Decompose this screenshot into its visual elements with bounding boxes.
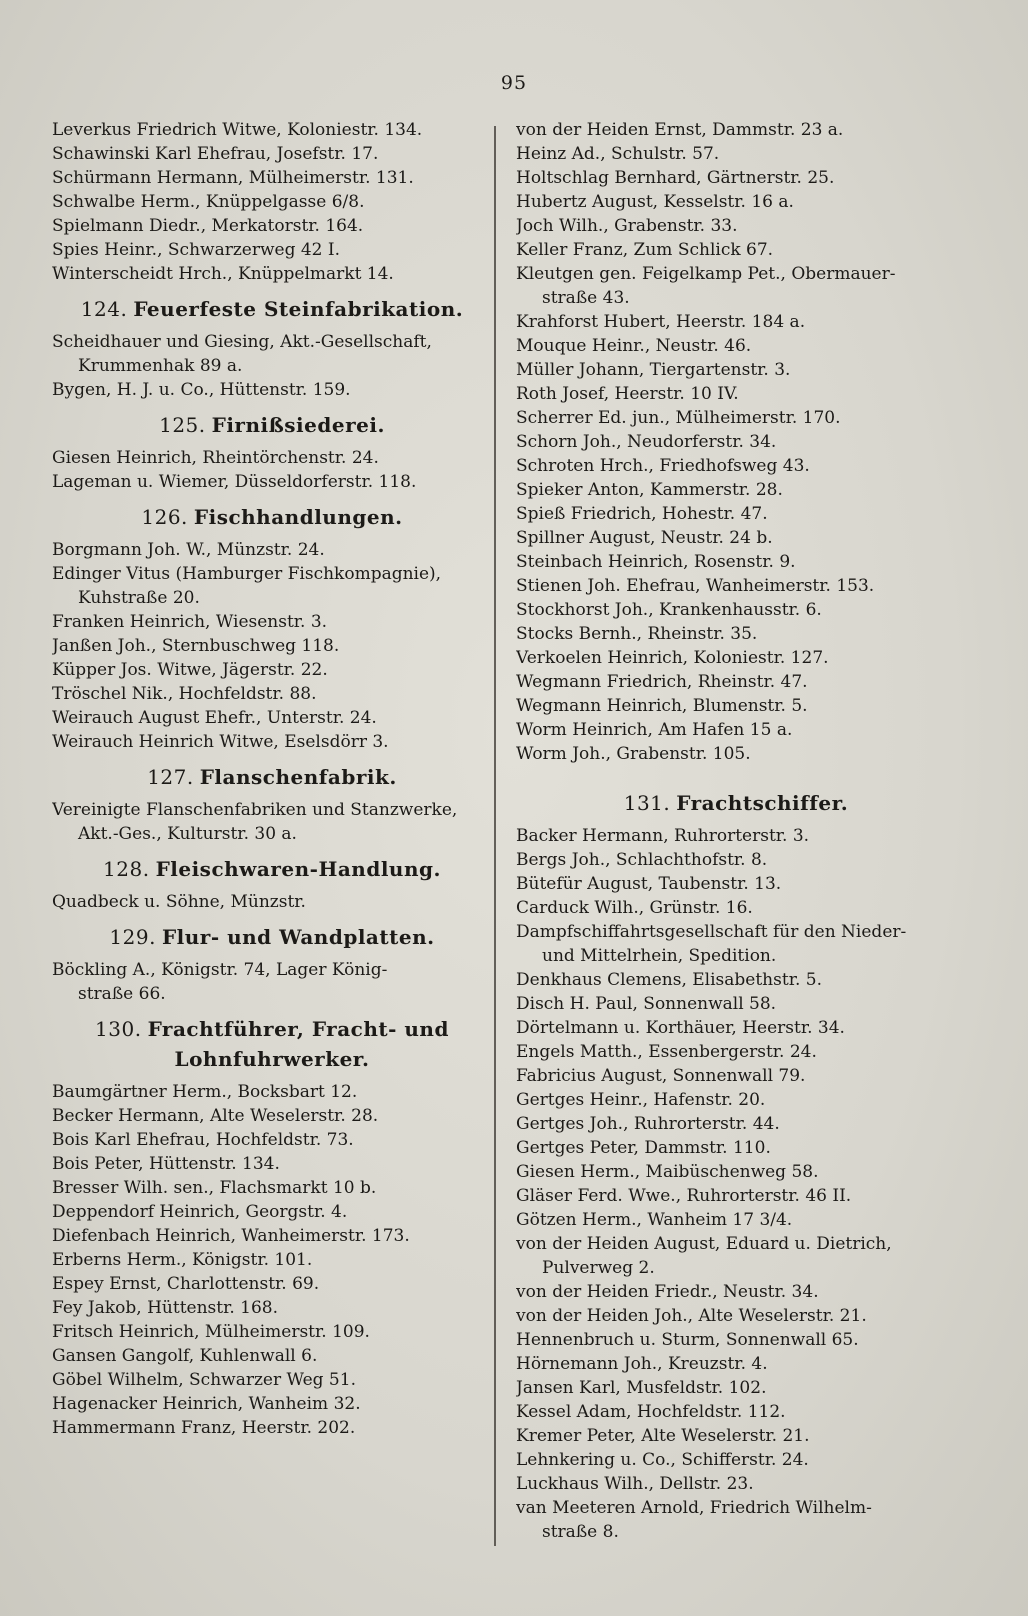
directory-entry: Hörnemann Joh., Kreuzstr. 4. xyxy=(516,1354,768,1374)
directory-entry: Keller Franz, Zum Schlick 67. xyxy=(516,240,774,260)
directory-entry: Heinz Ad., Schulstr. 57. xyxy=(516,144,720,164)
directory-entry: Luckhaus Wilh., Dellstr. 23. xyxy=(516,1474,754,1494)
directory-entry: Baumgärtner Herm., Bocksbart 12. xyxy=(52,1082,358,1102)
entry-continuation: und Mittelrhein, Spedition. xyxy=(542,946,777,966)
directory-entry: Dörtelmann u. Korthäuer, Heerstr. 34. xyxy=(516,1018,845,1038)
directory-entry: Kessel Adam, Hochfeldstr. 112. xyxy=(516,1402,786,1422)
page-number: 95 xyxy=(500,72,528,94)
directory-entry: Winterscheidt Hrch., Knüppelmarkt 14. xyxy=(52,264,394,284)
directory-entry: Bresser Wilh. sen., Flachsmarkt 10 b. xyxy=(52,1178,377,1198)
directory-entry: Scheidhauer und Giesing, Akt.-Gesellschaft, xyxy=(52,332,432,352)
directory-entry: Vereinigte Flanschenfabriken und Stanzwerke, xyxy=(52,800,458,820)
section-heading xyxy=(52,502,492,532)
section-heading xyxy=(52,922,492,952)
directory-entry: Erberns Herm., Königstr. 101. xyxy=(52,1250,313,1270)
directory-entry: Worm Heinrich, Am Hafen 15 a. xyxy=(516,720,793,740)
directory-entry: Gertges Heinr., Hafenstr. 20. xyxy=(516,1090,766,1110)
section-heading xyxy=(52,1014,492,1074)
entry-continuation: Pulverweg 2. xyxy=(542,1258,655,1278)
directory-entry: Bois Peter, Hüttenstr. 134. xyxy=(52,1154,280,1174)
directory-entry: Kremer Peter, Alte Weselerstr. 21. xyxy=(516,1426,810,1446)
directory-entry: Janßen Joh., Sternbuschweg 118. xyxy=(52,636,340,656)
directory-entry: Dampfschiffahrtsgesellschaft für den Nieder- xyxy=(516,922,907,942)
directory-entry: Diefenbach Heinrich, Wanheimerstr. 173. xyxy=(52,1226,410,1246)
section-title: Flanschenfabrik. xyxy=(199,765,397,789)
directory-entry: Deppendorf Heinrich, Georgstr. 4. xyxy=(52,1202,348,1222)
directory-entry: Fey Jakob, Hüttenstr. 168. xyxy=(52,1298,279,1318)
section-number: 128. xyxy=(103,857,150,881)
section-heading xyxy=(52,294,492,324)
directory-entry: Roth Josef, Heerstr. 10 IV. xyxy=(516,384,739,404)
directory-entry: Bygen, H. J. u. Co., Hüttenstr. 159. xyxy=(52,380,351,400)
directory-entry: Krahforst Hubert, Heerstr. 184 a. xyxy=(516,312,806,332)
directory-entry: Becker Hermann, Alte Weselerstr. 28. xyxy=(52,1106,379,1126)
directory-entry: Backer Hermann, Ruhrorterstr. 3. xyxy=(516,826,810,846)
directory-entry: Borgmann Joh. W., Münzstr. 24. xyxy=(52,540,325,560)
directory-entry: Steinbach Heinrich, Rosenstr. 9. xyxy=(516,552,796,572)
section-number: 130. xyxy=(95,1017,142,1041)
directory-entry: Bergs Joh., Schlachthofstr. 8. xyxy=(516,850,768,870)
directory-entry: von der Heiden Friedr., Neustr. 34. xyxy=(516,1282,819,1302)
section-number: 124. xyxy=(80,297,128,321)
directory-entry: Holtschlag Bernhard, Gärtnerstr. 25. xyxy=(516,168,835,188)
directory-entry: Stienen Joh. Ehefrau, Wanheimerstr. 153. xyxy=(516,576,875,596)
directory-entry: Fritsch Heinrich, Mülheimerstr. 109. xyxy=(52,1322,370,1342)
directory-entry: von der Heiden Joh., Alte Weselerstr. 21. xyxy=(516,1306,867,1326)
entry-continuation: straße 8. xyxy=(542,1522,619,1542)
section-title: Flur- und Wandplatten. xyxy=(161,925,435,949)
directory-entry: van Meeteren Arnold, Friedrich Wilhelm- xyxy=(516,1498,872,1518)
column-divider xyxy=(494,126,496,1546)
directory-entry: Fabricius August, Sonnenwall 79. xyxy=(516,1066,806,1086)
directory-entry: Gertges Peter, Dammstr. 110. xyxy=(516,1138,771,1158)
directory-entry: Quadbeck u. Söhne, Münzstr. xyxy=(52,892,306,912)
directory-entry: Gertges Joh., Ruhrorterstr. 44. xyxy=(516,1114,780,1134)
directory-entry: Bois Karl Ehefrau, Hochfeldstr. 73. xyxy=(52,1130,354,1150)
entry-continuation: Akt.-Ges., Kulturstr. 30 a. xyxy=(78,824,297,844)
directory-entry: Spieker Anton, Kammerstr. 28. xyxy=(516,480,783,500)
section-heading xyxy=(516,788,956,818)
entry-continuation: Krummenhak 89 a. xyxy=(78,356,243,376)
directory-entry: Franken Heinrich, Wiesenstr. 3. xyxy=(52,612,328,632)
section-title: Frachtschiffer. xyxy=(676,791,849,815)
section-heading xyxy=(52,762,492,792)
section-number: 125. xyxy=(159,413,206,437)
directory-entry: Verkoelen Heinrich, Koloniestr. 127. xyxy=(516,648,829,668)
section-heading xyxy=(52,854,492,884)
directory-entry: Edinger Vitus (Hamburger Fischkompagnie), xyxy=(52,564,442,584)
directory-entry: Weirauch Heinrich Witwe, Eselsdörr 3. xyxy=(52,732,389,752)
right-column xyxy=(516,118,956,1544)
directory-entry: Göbel Wilhelm, Schwarzer Weg 51. xyxy=(52,1370,356,1390)
directory-entry: Wegmann Friedrich, Rheinstr. 47. xyxy=(516,672,808,692)
directory-entry: Spieß Friedrich, Hohestr. 47. xyxy=(516,504,768,524)
directory-entry: von der Heiden August, Eduard u. Dietrich, xyxy=(516,1234,892,1254)
directory-entry: Spies Heinr., Schwarzerweg 42 I. xyxy=(52,240,341,260)
directory-entry: Mouque Heinr., Neustr. 46. xyxy=(516,336,752,356)
directory-entry: Stocks Bernh., Rheinstr. 35. xyxy=(516,624,758,644)
directory-entry: Lageman u. Wiemer, Düsseldorferstr. 118. xyxy=(52,472,417,492)
directory-entry: Wegmann Heinrich, Blumenstr. 5. xyxy=(516,696,808,716)
directory-entry: Hennenbruch u. Sturm, Sonnenwall 65. xyxy=(516,1330,859,1350)
directory-entry: Böckling A., Königstr. 74, Lager König- xyxy=(52,960,388,980)
section-title: Frachtführer, Fracht- und Lohnfuhrwerker. xyxy=(147,1017,449,1071)
directory-entry: Carduck Wilh., Grünstr. 16. xyxy=(516,898,753,918)
left-column xyxy=(52,118,492,1440)
directory-entry: Joch Wilh., Grabenstr. 33. xyxy=(516,216,738,236)
section-title: Feuerfeste Steinfabrikation. xyxy=(133,297,464,321)
directory-entry: Tröschel Nik., Hochfeldstr. 88. xyxy=(52,684,317,704)
directory-entry: Leverkus Friedrich Witwe, Koloniestr. 134. xyxy=(52,120,423,140)
directory-entry: Schwalbe Herm., Knüppelgasse 6/8. xyxy=(52,192,365,212)
section-title: Firnißsiederei. xyxy=(211,413,385,437)
section-number: 129. xyxy=(109,925,156,949)
directory-entry: Hammermann Franz, Heerstr. 202. xyxy=(52,1418,356,1438)
directory-entry: Giesen Herm., Maibüschenweg 58. xyxy=(516,1162,819,1182)
section-number: 127. xyxy=(147,765,194,789)
directory-entry: Schawinski Karl Ehefrau, Josefstr. 17. xyxy=(52,144,379,164)
directory-entry: Bütefür August, Taubenstr. 13. xyxy=(516,874,782,894)
directory-entry: Engels Matth., Essenbergerstr. 24. xyxy=(516,1042,817,1062)
entry-continuation: straße 43. xyxy=(542,288,630,308)
directory-entry: Hubertz August, Kesselstr. 16 a. xyxy=(516,192,794,212)
directory-entry: Giesen Heinrich, Rheintörchenstr. 24. xyxy=(52,448,379,468)
entry-continuation: Kuhstraße 20. xyxy=(78,588,200,608)
directory-entry: Hagenacker Heinrich, Wanheim 32. xyxy=(52,1394,361,1414)
directory-entry: Lehnkering u. Co., Schifferstr. 24. xyxy=(516,1450,809,1470)
directory-entry: Scherrer Ed. jun., Mülheimerstr. 170. xyxy=(516,408,841,428)
directory-entry: Espey Ernst, Charlottenstr. 69. xyxy=(52,1274,320,1294)
section-number: 131. xyxy=(623,791,671,815)
directory-entry: Müller Johann, Tiergartenstr. 3. xyxy=(516,360,791,380)
directory-entry: Schürmann Hermann, Mülheimerstr. 131. xyxy=(52,168,414,188)
directory-entry: Denkhaus Clemens, Elisabethstr. 5. xyxy=(516,970,822,990)
directory-entry: Schroten Hrch., Friedhofsweg 43. xyxy=(516,456,810,476)
directory-entry: Kleutgen gen. Feigelkamp Pet., Obermauer- xyxy=(516,264,896,284)
entry-continuation: straße 66. xyxy=(78,984,166,1004)
directory-entry: von der Heiden Ernst, Dammstr. 23 a. xyxy=(516,120,844,140)
directory-entry: Schorn Joh., Neudorferstr. 34. xyxy=(516,432,777,452)
directory-entry: Spillner August, Neustr. 24 b. xyxy=(516,528,773,548)
directory-entry: Weirauch August Ehefr., Unterstr. 24. xyxy=(52,708,377,728)
directory-entry: Küpper Jos. Witwe, Jägerstr. 22. xyxy=(52,660,328,680)
section-title: Fischhandlungen. xyxy=(193,505,403,529)
directory-entry: Jansen Karl, Musfeldstr. 102. xyxy=(516,1378,767,1398)
directory-entry: Gläser Ferd. Wwe., Ruhrorterstr. 46 II. xyxy=(516,1186,852,1206)
directory-entry: Götzen Herm., Wanheim 17 3/4. xyxy=(516,1210,793,1230)
directory-entry: Gansen Gangolf, Kuhlenwall 6. xyxy=(52,1346,318,1366)
directory-entry: Worm Joh., Grabenstr. 105. xyxy=(516,744,751,764)
spacer xyxy=(516,766,956,780)
directory-entry: Spielmann Diedr., Merkatorstr. 164. xyxy=(52,216,364,236)
section-title: Fleischwaren-Handlung. xyxy=(155,857,441,881)
directory-entry: Disch H. Paul, Sonnenwall 58. xyxy=(516,994,777,1014)
directory-entry: Stockhorst Joh., Krankenhausstr. 6. xyxy=(516,600,822,620)
section-heading xyxy=(52,410,492,440)
section-number: 126. xyxy=(141,505,188,529)
